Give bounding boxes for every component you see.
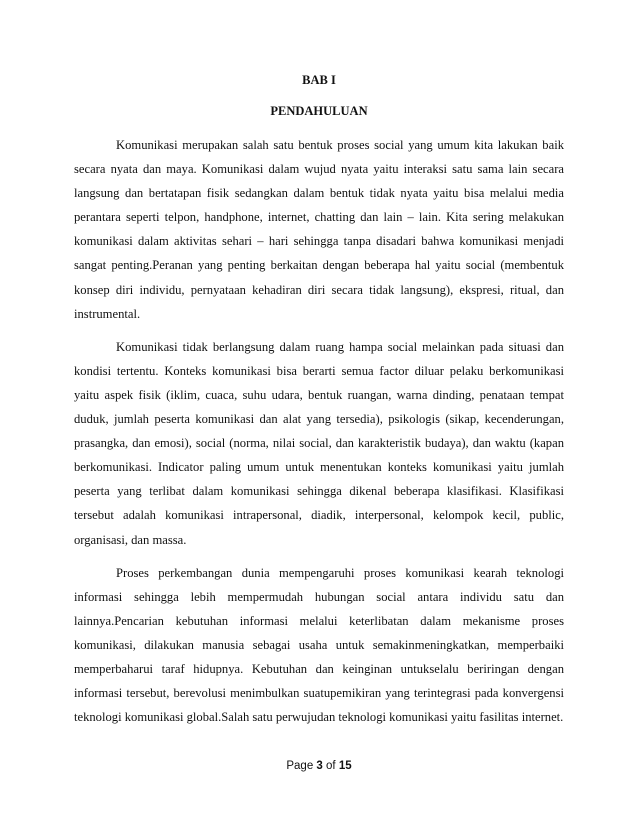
footer-current-page: 3: [316, 760, 323, 772]
paragraph: Komunikasi merupakan salah satu bentuk proses social yang umum kita lakukan baik secara nyata dan maya. Komunikasi dalam wujud nyata yaitu interaksi satu sama lain secara langsung dan bertatapan fisik sedangkan dalam bentuk tidak nyata yaitu bisa melalui media perantara seperti telpon, handphone, internet, chatting dan lain – lain. Kita sering melakukan komunikasi dalam aktivitas sehari – hari sehingga tanpa disadari bahwa komunikasi menjadi sangat penting.Peranan yang penting berkaitan dengan beberapa hal yaitu social (membentuk konsep diri individu, pernyataan kehadiran diri secara tidak langsung), ekspresi, ritual, dan instrumental.: [74, 138, 564, 321]
page-footer: [0, 760, 638, 772]
paragraph: Proses perkembangan dunia mempengaruhi proses komunikasi kearah teknologi informasi sehingga lebih mempermudah hubungan social antara individu satu dan lainnya.Pencarian kebutuhan informasi melalui keterlibatan dalam mekanisme proses komunikasi, dilakukan manusia sebagai usaha untuk semakinmeningkatkan, memperbaiki memperbaharui taraf hidupnya. Kebutuhan dan keinginan untukselalu beriringan dengan informasi tersebut, berevolusi menimbulkan suatupemikiran yang terintegrasi pada konvergensi teknologi komunikasi global.Salah satu perwujudan teknologi komunikasi yaitu fasilitas internet.: [74, 565, 564, 725]
body-text: [74, 133, 564, 738]
footer-page-word: Page: [286, 760, 314, 772]
chapter-title: PENDAHULUAN: [270, 104, 368, 118]
paragraph: Komunikasi tidak berlangsung dalam ruang hampa social melainkan pada situasi dan kondisi tertentu. Konteks komunikasi bisa berarti semua factor diluar pelaku berkomunikasi yaitu aspek fisik (iklim, cuaca, suhu udara, bentuk ruangan, warna dinding, penataan tempat duduk, jumlah peserta komunikasi dan alat yang tersedia), psikologis (sikap, kecenderungan, prasangka, dan emosi), social (norma, nilai social, dan karakteristik budaya), dan waktu (kapan berkomunikasi. Indicator paling umum untuk menentukan konteks komunikasi yaitu jumlah peserta yang terlibat dalam komunikasi sehingga dikenal beberapa klasifikasi. Klasifikasi tersebut adalah komunikasi intrapersonal, diadik, interpersonal, kelompok kecil, public, organisasi, dan massa.: [74, 339, 564, 547]
footer-total-pages: 15: [338, 760, 352, 772]
chapter-number: BAB I: [302, 73, 336, 87]
footer-of-word: of: [326, 760, 336, 772]
